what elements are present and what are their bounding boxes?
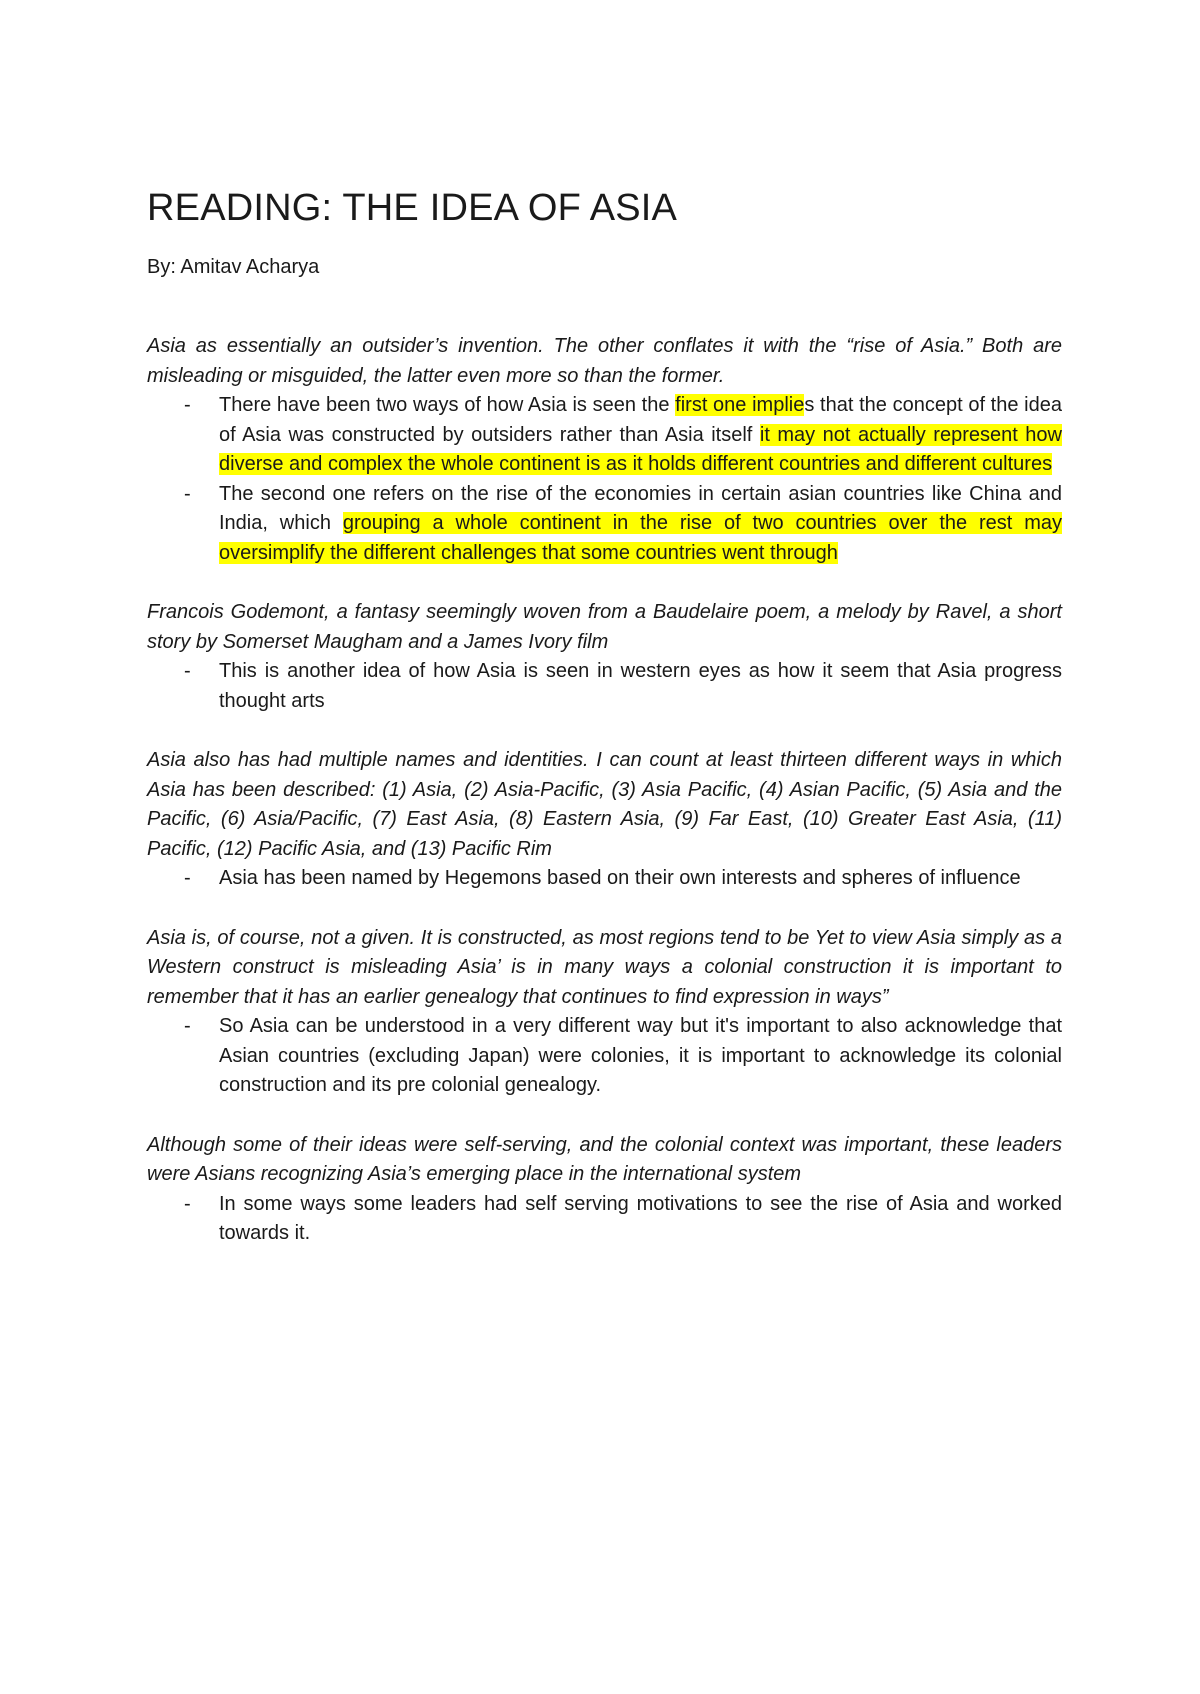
quote-paragraph: Although some of their ideas were self-serving, and the colonial context was important, these leaders were Asians recognizing Asia’s emerging place in the international system bbox=[147, 1133, 1062, 1185]
note-list bbox=[147, 1190, 1062, 1249]
note-text: The second one refers on the rise of the economies in certain asian countries like China and India, which bbox=[219, 482, 1062, 534]
note-item bbox=[147, 864, 1062, 894]
bullet-dash: - bbox=[184, 394, 191, 416]
note-list bbox=[147, 391, 1062, 568]
note-item bbox=[147, 1190, 1062, 1249]
bullet-dash: - bbox=[184, 1192, 191, 1215]
bullet-dash: - bbox=[184, 660, 191, 682]
note-text: s that the concept of the idea of Asia was constructed by outsiders rather than Asia itself bbox=[219, 394, 1062, 446]
note-list bbox=[147, 864, 1062, 894]
note-list bbox=[147, 1012, 1062, 1101]
bullet-dash: - bbox=[184, 482, 191, 505]
note-item bbox=[147, 657, 1062, 716]
bullet-dash: - bbox=[184, 867, 191, 889]
note-text: So Asia can be understood in a very different way but it's important to also acknowledge that Asian countries (excluding Japan) were colonies, it is important to acknowledge its colonial construction and its pre colonial genealogy. bbox=[219, 1015, 1062, 1096]
note-text: There have been two ways of how Asia is seen the bbox=[219, 394, 676, 416]
note-item bbox=[147, 1012, 1062, 1101]
quote-paragraph: Asia also has had multiple names and identities. I can count at least thirteen different ways in which Asia has been described: (1) Asia, (2) Asia-Pacific, (3) Asia Pacific, (4) Asian Pacific, (5) Asia and the Pacific, (6) Asia/Pacific, (7) East Asia, (8) Eastern Asia, (9) Far East, (10) Greater East Asia, (11) Pacific, (12) Pacific Asia, and (13) Pacific Rim bbox=[147, 749, 1062, 860]
bullet-dash: - bbox=[184, 1015, 191, 1037]
quote-paragraph: Francois Godemont, a fantasy seemingly woven from a Baudelaire poem, a melody by Ravel, a short story by Somerset Maugham and a James Ivory film bbox=[147, 601, 1062, 653]
note-list bbox=[147, 657, 1062, 716]
note-text: This is another idea of how Asia is seen in western eyes as how it seem that Asia progress thought arts bbox=[219, 660, 1062, 712]
quote-paragraph: Asia as essentially an outsider’s invention. The other conflates it with the “rise of Asia.” Both are misleading or misguided, the latter even more so than the former. bbox=[147, 335, 1062, 387]
highlighted-text: grouping a whole continent in the rise of two countries over the rest may oversimplify the different challenges that some countries went through bbox=[219, 512, 1063, 564]
quote-paragraph: Asia is, of course, not a given. It is constructed, as most regions tend to be Yet to view Asia simply as a Western construct is misleading Asia’ is in many ways a colonial construction it is important to remember that it has an earlier genealogy that continues to find expression in ways” bbox=[147, 926, 1062, 1008]
highlighted-text: it may not actually represent how diverse and complex the whole continent is as it holds different countries and different cultures bbox=[219, 423, 1062, 475]
note-item bbox=[147, 480, 1062, 569]
note-item bbox=[147, 391, 1062, 480]
document-title: READING: THE IDEA OF ASIA bbox=[147, 187, 678, 229]
highlighted-text: first one implie bbox=[675, 394, 805, 416]
note-text: Asia has been named by Hegemons based on their own interests and spheres of influence bbox=[219, 867, 1021, 889]
author-byline: By: Amitav Acharya bbox=[147, 256, 320, 278]
note-text: In some ways some leaders had self serving motivations to see the rise of Asia and worked towards it. bbox=[219, 1192, 1062, 1244]
